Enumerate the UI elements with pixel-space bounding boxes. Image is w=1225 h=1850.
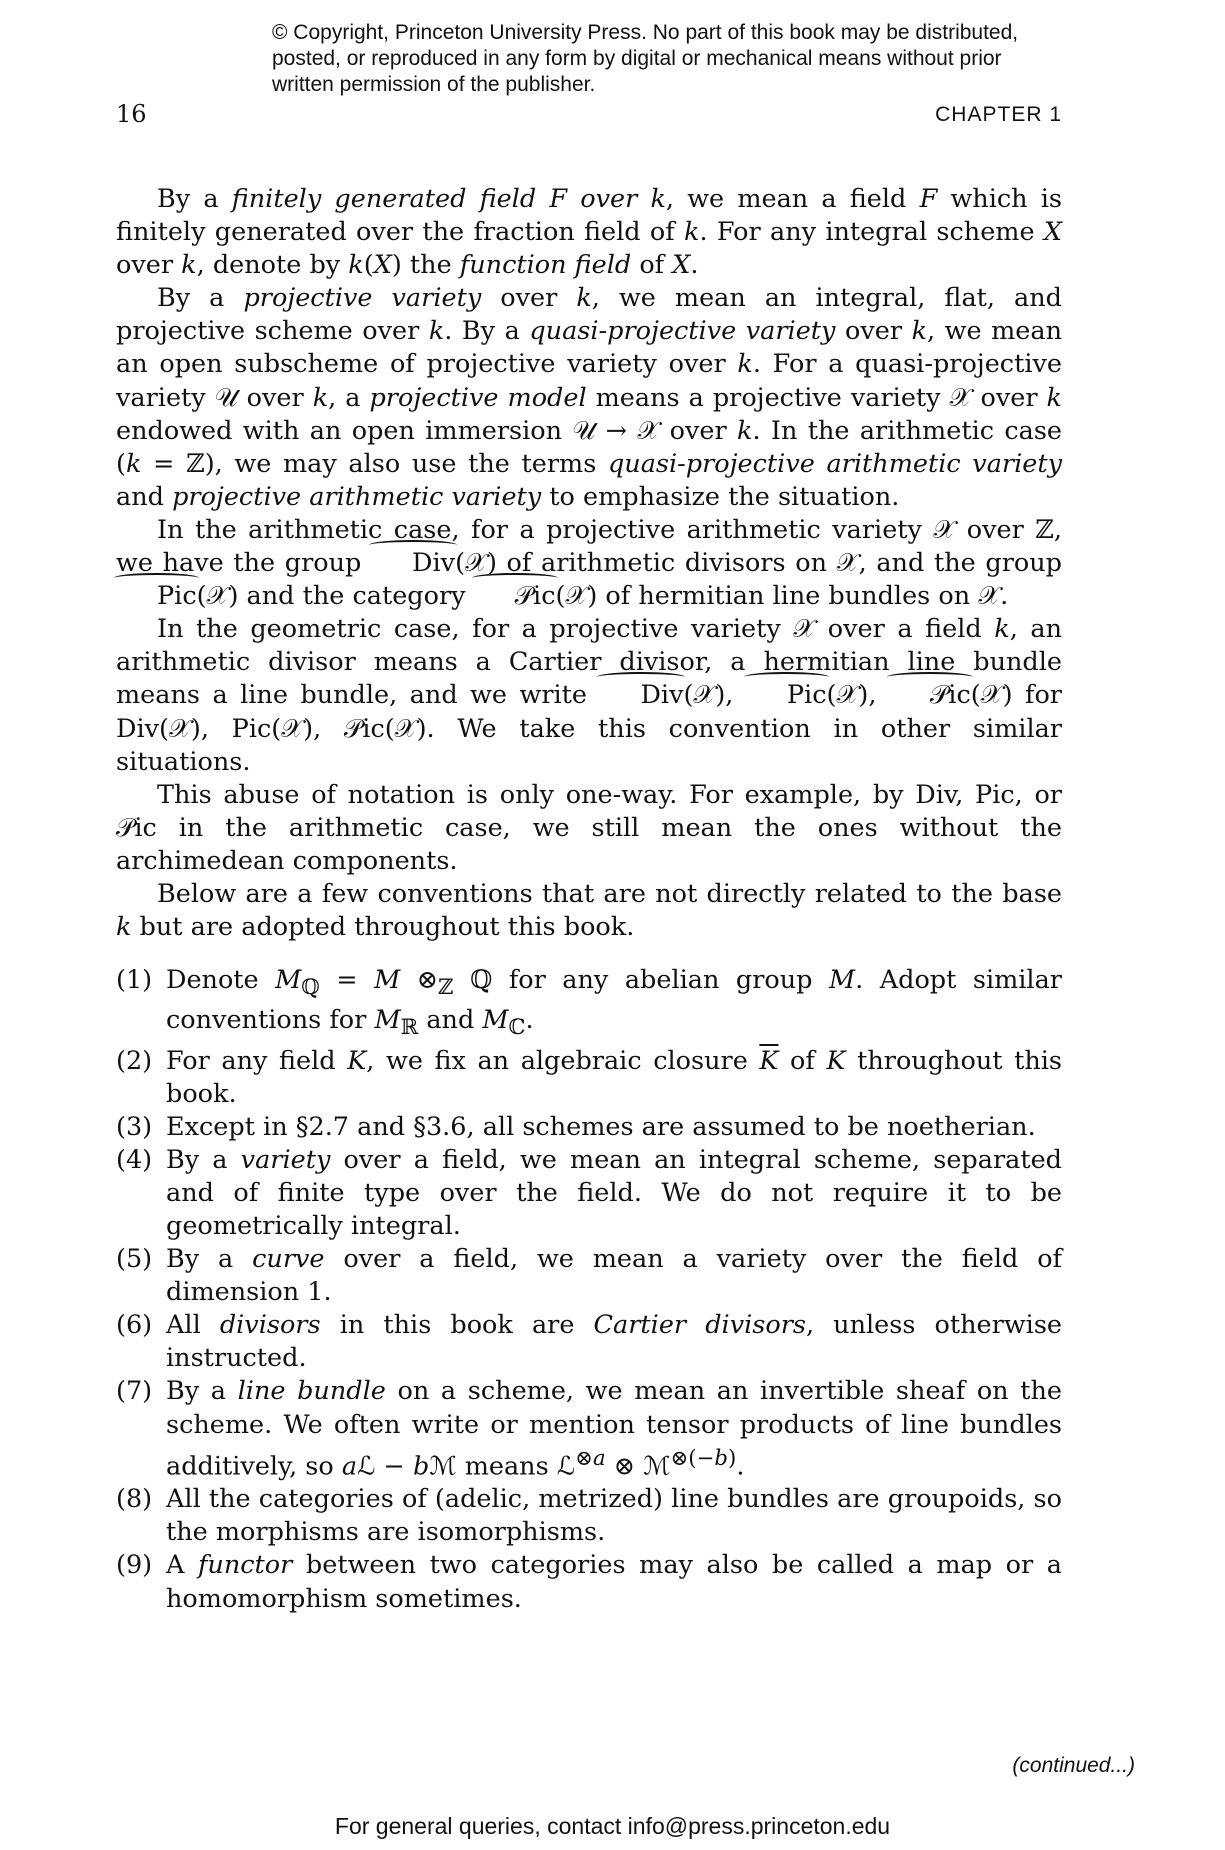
- list-item: (8) All the categories of (adelic, metrized) line bundles are groupoids, so the morphisms are isomorphisms.: [116, 1484, 1062, 1548]
- footer-contact: For general queries, contact info@press.princeton.edu: [334, 1813, 891, 1839]
- list-item: (6) All divisors in this book are Cartier divisors, unless otherwise instructed.: [116, 1310, 1062, 1374]
- list-item: (4) By a variety over a field, we mean an integral scheme, separated and of finite type over the field. We do not require it to be geometrically integral.: [116, 1144, 1062, 1241]
- paragraph-projective-variety: By a projective variety over k, we mean an integral, flat, and projective scheme over k. By a quasi-projective variety over k, we mean an open subscheme of projective variety over k. For a quasi-projective variety 𝒰 over k, a projective model means a projective variety 𝒳 over k endowed with an open immersion 𝒰 → 𝒳 over k. In the arithmetic case (k = ℤ), we may also use the terms quasi-projective arithmetic variety and projective arithmetic variety to emphasize the situation.: [116, 283, 1063, 512]
- list-item: (5) By a curve over a field, we mean a variety over the field of dimension 1.: [116, 1244, 1062, 1308]
- body-text: [116, 183, 1062, 1616]
- list-item: (3) Except in §2.7 and §3.6, all schemes are assumed to be noetherian.: [116, 1111, 1036, 1142]
- list-item: (1) Denote $M_ℚ = M$ $\otimes_ℤ$ ℚ for any abelian group M. Adopt similar conventions for $M_ℝ$ and $M_ℂ$.: [116, 965, 1062, 1041]
- continued-label: (continued...): [1012, 1754, 1135, 1777]
- list-item: (2) For any field K, we fix an algebraic closure $\overline{K}$ of K throughout this book.: [116, 1045, 1062, 1109]
- chapter-label: CHAPTER 1: [935, 103, 1062, 126]
- list-item: (7) By a line bundle on a scheme, we mean an invertible sheaf on the scheme. We often write or mention tensor products of line bundles additively, so aℒ − bℳ means ℒ$^{\otimes a}$ ⊗ ℳ$^{\otimes(-b)}$.: [116, 1376, 1063, 1482]
- list-item: (9) A functor between two categories may also be called a map or a homomorphism sometimes.: [116, 1550, 1062, 1614]
- conventions-list: [116, 964, 1062, 1615]
- paragraph-finitely-generated: By a finitely generated field F over k, we mean a field F which is finitely generated over the fraction field of k. For any integral scheme X over k, denote by k(X) the function field of X.: [116, 184, 1063, 281]
- page-number: 16: [116, 100, 147, 128]
- paragraph-conventions-intro: Below are a few conventions that are not directly related to the base k but are adopted throughout this book.: [116, 878, 1062, 943]
- paragraph-abuse-of-notation: This abuse of notation is only one-way. For example, by Div, Pic, or 𝒫ic in the arithmetic case, we still mean the ones without the archimedean components.: [116, 779, 1062, 876]
- paragraph-arithmetic-case: In the arithmetic case, for a projective arithmetic variety 𝒳 over ℤ, we have the group Div(𝒳) of arithmetic divisors on 𝒳, and the group Pic(𝒳) and the category 𝒫ic(𝒳) of hermitian line bundles on 𝒳.: [116, 514, 1062, 613]
- paragraph-geometric-case: In the geometric case, for a projective variety 𝒳 over a field k, an arithmetic divisor means a Cartier divisor, a hermitian line bundle means a line bundle, and we write Div(𝒳), Pic(𝒳), 𝒫ic(𝒳) for Div(𝒳), Pic(𝒳), 𝒫ic(𝒳). We take this convention in other similar situations.: [116, 614, 1063, 777]
- copyright-notice: © Copyright, Princeton University Press. No part of this book may be distributed, posted, or reproduced in any form by digital or mechanical means without prior written permission of the publisher.: [272, 21, 1019, 96]
